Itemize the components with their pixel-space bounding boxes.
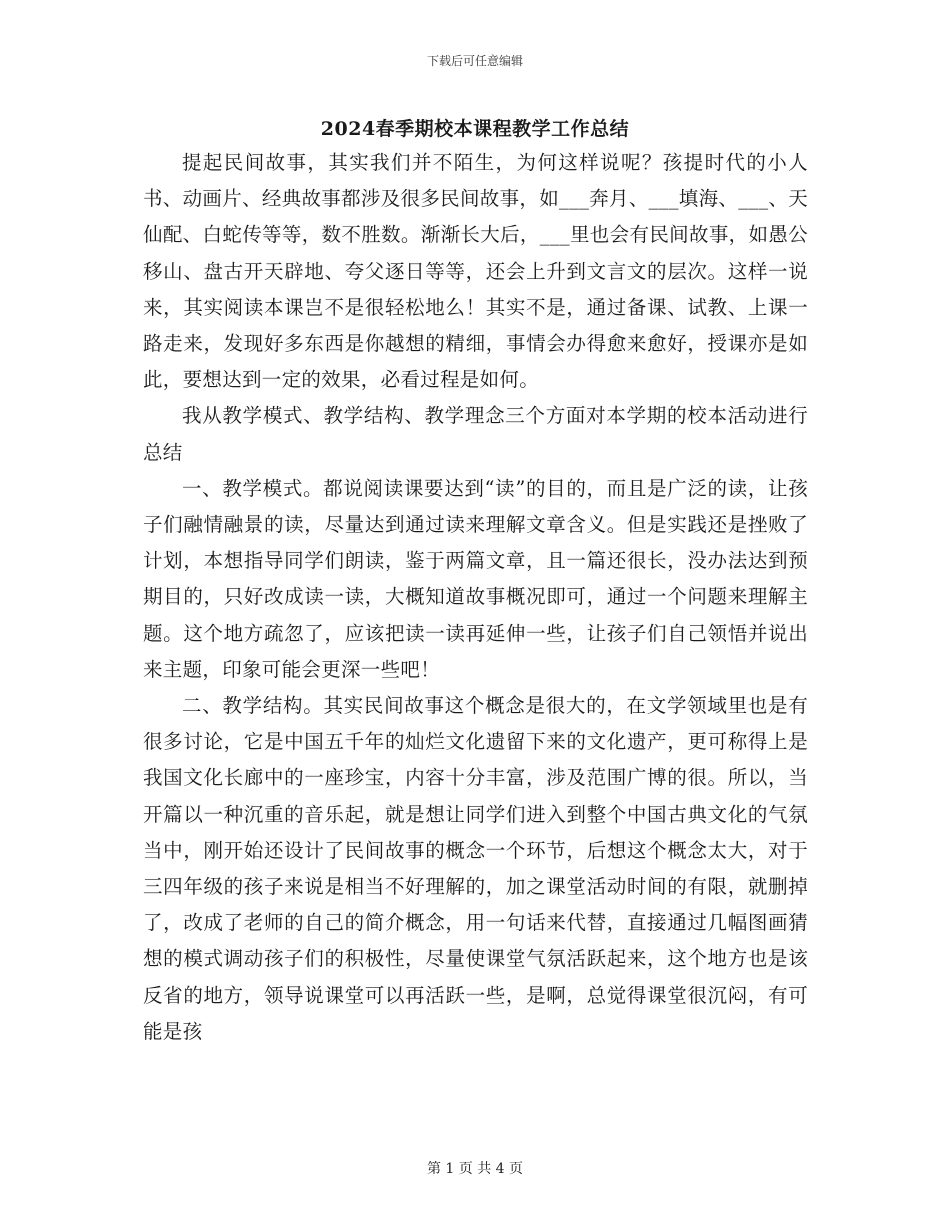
paragraph-teaching-structure: 二、教学结构。其实民间故事这个概念是很大的，在文学领域里也是有很多讨论，它是中国五千年的灿烂文化遗留下来的文化遗产，更可称得上是我国文化长廊中的一座珍宝，内容十分丰富，涉及范围广博的很。所以，当开篇以一种沉重的音乐起，就是想让同学们进入到整个中国古典文化的气氛当中，刚开始还设计了民间故事的概念一个环节，后想这个概念太大，对于三四年级的孩子来说是相当不好理解的，加之课堂活动时间的有限，就删掉了，改成了老师的自己的简介概念，用一句话来代替，直接通过几幅图画猜想的模式调动孩子们的积极性，尽量使课堂气氛活跃起来，这个地方也是该反省的地方，领导说课堂可以再活跃一些，是啊，总觉得课堂很沉闷，有可能是孩 xyxy=(143,694,808,1043)
page-number: 第 1 页 共 4 页 xyxy=(426,1161,524,1177)
paragraph-intro: 提起民间故事，其实我们并不陌生，为何这样说呢？孩提时代的小人书、动画片、经典故事都涉及很多民间故事，如___奔月、___填海、___、天仙配、白蛇传等等，数不胜数。渐渐长大后，___里也会有民间故事，如愚公移山、盘古开天辟地、夸父逐日等等，还会上升到文言文的层次。这样一说来，其实阅读本课岂不是很轻松地么！其实不是，通过备课、试教、上课一路走来，发现好多东西是你越想的精细，事情会办得愈来愈好，授课亦是如此，要想达到一定的效果，必看过程是如何。 xyxy=(143,151,808,392)
document-body xyxy=(143,145,808,1050)
paragraph-summary-lead: 我从教学模式、教学结构、教学理念三个方面对本学期的校本活动进行总结 xyxy=(143,404,808,464)
paragraph-teaching-mode: 一、教学模式。都说阅读课要达到“读”的目的，而且是广泛的读，让孩子们融情融景的读，尽量达到通过读来理解文章含义。但是实践还是挫败了计划，本想指导同学们朗读，鉴于两篇文章，且一篇还很长，没办法达到预期目的，只好改成读一读，大概知道故事概况即可，通过一个问题来理解主题。这个地方疏忽了，应该把读一读再延伸一些，让孩子们自己领悟并说出来主题，印象可能会更深一些吧！ xyxy=(143,476,808,681)
page-header-note: 下载后可任意编辑 xyxy=(426,54,523,68)
document-title: 2024春季期校本课程教学工作总结 xyxy=(320,118,630,140)
